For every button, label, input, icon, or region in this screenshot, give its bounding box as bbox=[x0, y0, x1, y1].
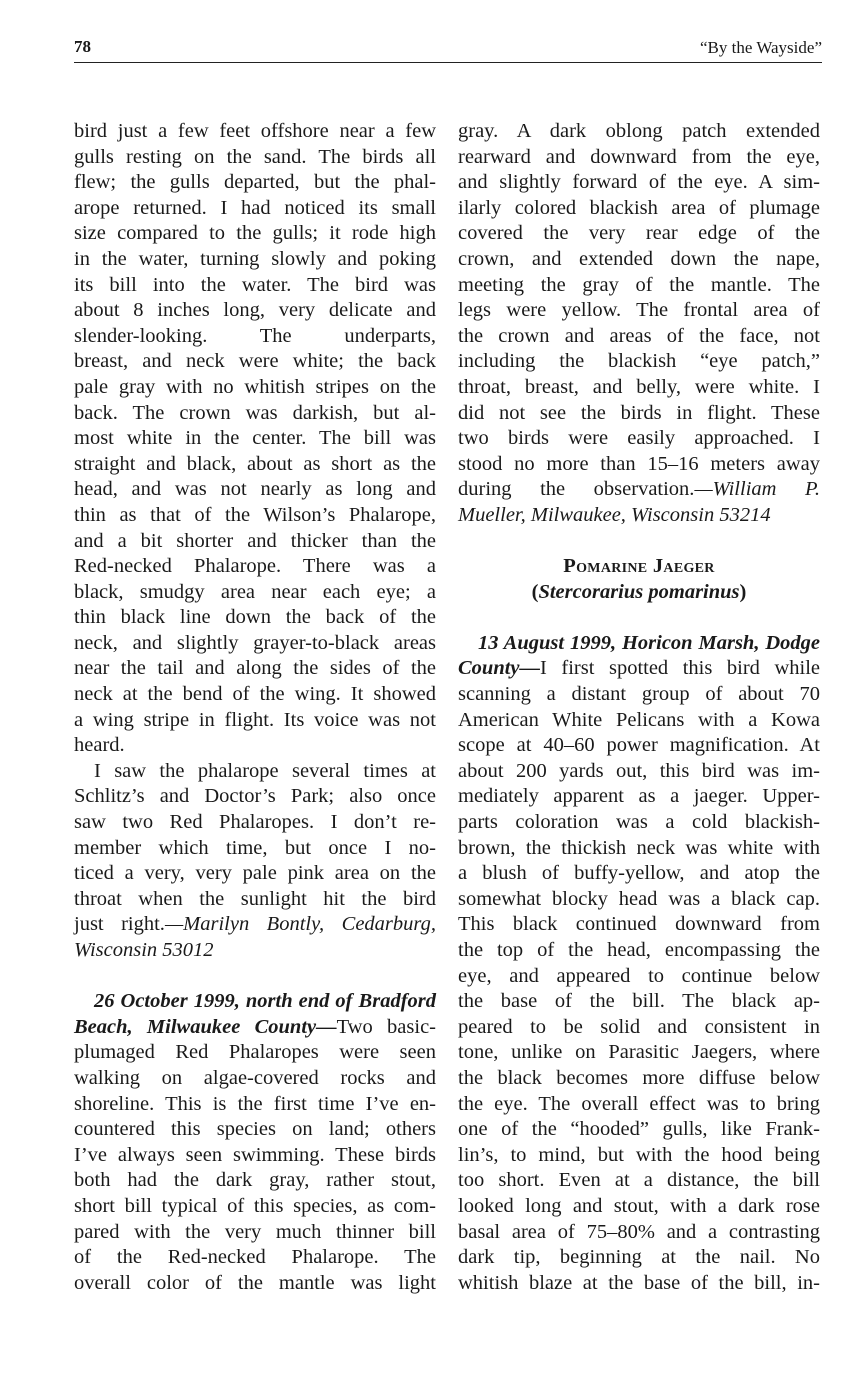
species-common-name: Pomarine Jaeger bbox=[563, 555, 715, 578]
text-line: heard. bbox=[74, 734, 125, 757]
text-line: pared with the very much thinner bill bbox=[74, 1220, 436, 1243]
text-line: throat when the sunlight hit the bird bbox=[74, 887, 436, 910]
text-line: whitish blaze at the base of the bill, in- bbox=[458, 1271, 820, 1294]
text-line: I’ve always seen swimming. These birds bbox=[74, 1143, 436, 1166]
text-line: parts coloration was a cold blackish- bbox=[458, 811, 820, 834]
species-heading bbox=[458, 554, 820, 580]
text-line: slender-looking. The underparts, bbox=[74, 324, 436, 347]
text-line bbox=[74, 989, 436, 1015]
text-line: breast, and neck were white; the back bbox=[74, 350, 436, 373]
text-fragment: I first spotted this bird while bbox=[540, 657, 820, 680]
right-column bbox=[458, 119, 820, 1296]
paragraph-phalarope-continued bbox=[458, 119, 820, 529]
text-line: shoreline. This is the first time I’ve en- bbox=[74, 1092, 436, 1115]
text-line: scope at 40–60 power magnification. At bbox=[458, 734, 820, 757]
paragraph-jaeger-observation bbox=[458, 631, 820, 1296]
text-line: tone, unlike on Parasitic Jaegers, where bbox=[458, 1041, 820, 1064]
text-line: a wing stripe in flight. Its voice was not bbox=[74, 708, 436, 731]
record-date-location: Beach, Milwaukee County— bbox=[74, 1015, 337, 1038]
text-line: ticed a very, very pale pink area on the bbox=[74, 862, 436, 885]
text-line: head, and was not nearly as long and bbox=[74, 478, 436, 501]
text-line: a blush of buffy-yellow, and atop the bbox=[458, 862, 820, 885]
text-line: about 200 yards out, this bird was im- bbox=[458, 759, 820, 782]
text-line: most white in the center. The bill was bbox=[74, 427, 436, 450]
text-line bbox=[74, 1015, 436, 1041]
text-line: dark tip, beginning at the nail. No bbox=[458, 1246, 820, 1269]
text-line: countered this species on land; others bbox=[74, 1118, 436, 1141]
text-line: crown, and extended down the nape, bbox=[458, 247, 820, 270]
text-line bbox=[458, 503, 820, 529]
text-line: thin black line down the back of the bbox=[74, 606, 436, 629]
text-line: stood no more than 15–16 meters away bbox=[458, 452, 820, 475]
text-line: eye, and appeared to continue below bbox=[458, 964, 820, 987]
species-latin-line: (Stercorarius pomarinus) bbox=[531, 580, 747, 603]
text-line bbox=[74, 938, 436, 964]
text-line: and slightly forward of the eye. A sim- bbox=[458, 171, 820, 194]
text-line: neck at the bend of the wing. It showed bbox=[74, 683, 436, 706]
text-line: basal area of 75–80% and a contrasting bbox=[458, 1220, 820, 1243]
text-fragment: Two basic- bbox=[336, 1015, 436, 1038]
running-header bbox=[74, 36, 822, 63]
text-fragment: during the observation. bbox=[458, 478, 695, 501]
text-line: pale gray with no whitish stripes on the bbox=[74, 375, 436, 398]
text-line: scanning a distant group of about 70 bbox=[458, 683, 820, 706]
text-line: flew; the gulls departed, but the phal- bbox=[74, 171, 436, 194]
paragraph-phalarope-observation bbox=[74, 119, 436, 759]
species-latin-name: Stercorarius pomarinus bbox=[538, 580, 740, 603]
text-line: walking on algae-covered rocks and bbox=[74, 1066, 436, 1089]
text-line: did not see the birds in flight. These bbox=[458, 401, 820, 424]
text-line: meeting the gray of the mantle. The bbox=[458, 273, 820, 296]
text-line bbox=[458, 656, 820, 682]
paragraph-spacer bbox=[458, 529, 820, 555]
text-line: member which time, but once I no- bbox=[74, 836, 436, 859]
text-line: both had the dark gray, rather stout, bbox=[74, 1169, 436, 1192]
text-line: gray. A dark oblong patch extended bbox=[458, 120, 820, 142]
text-line: saw two Red Phalaropes. I don’t re- bbox=[74, 811, 436, 834]
text-line: arope returned. I had noticed its small bbox=[74, 196, 436, 219]
left-column bbox=[74, 119, 436, 1296]
text-line: its bill into the water. The bird was bbox=[74, 273, 436, 296]
observer-attribution: —William P. bbox=[694, 478, 820, 501]
text-line bbox=[458, 477, 820, 503]
text-line bbox=[74, 912, 436, 938]
text-line: covered the very rear edge of the bbox=[458, 222, 820, 245]
text-line: the crown and areas of the face, not bbox=[458, 324, 820, 347]
text-line: too short. Even at a distance, the bill bbox=[458, 1169, 820, 1192]
text-line: This black continued downward from bbox=[458, 913, 820, 936]
text-line: I saw the phalarope several times at bbox=[94, 759, 436, 782]
text-line: lin’s, to mind, but with the hood being bbox=[458, 1143, 820, 1166]
record-date-location: 13 August 1999, Horicon Marsh, Dodge bbox=[478, 631, 820, 654]
text-line: neck, and slightly grayer-to-black areas bbox=[74, 631, 436, 654]
text-line: about 8 inches long, very delicate and bbox=[74, 299, 436, 322]
text-line: short bill typical of this species, as com- bbox=[74, 1194, 436, 1217]
text-line: mediately apparent as a jaeger. Upper- bbox=[458, 785, 820, 808]
text-fragment: just right. bbox=[74, 913, 165, 936]
text-line: of the Red-necked Phalarope. The bbox=[74, 1246, 436, 1269]
text-line: back. The crown was darkish, but al- bbox=[74, 401, 436, 424]
text-line: throat, breast, and belly, were white. I bbox=[458, 375, 820, 398]
text-line: one of the “hooded” gulls, like Frank- bbox=[458, 1118, 820, 1141]
text-line: looked long and stout, with a dark rose bbox=[458, 1194, 820, 1217]
text-line: overall color of the mantle was light bbox=[74, 1271, 436, 1294]
paragraph-phalarope-sightings bbox=[74, 759, 436, 964]
species-heading-block bbox=[458, 554, 820, 605]
text-line: including the blackish “eye patch,” bbox=[458, 350, 820, 373]
text-line: size compared to the gulls; it rode high bbox=[74, 222, 436, 245]
text-line: in the water, turning slowly and poking bbox=[74, 247, 436, 270]
text-line: the top of the head, encompassing the bbox=[458, 939, 820, 961]
text-line: near the tail and along the sides of the bbox=[74, 657, 436, 680]
record-date-location: County— bbox=[458, 657, 541, 680]
page-number: 78 bbox=[74, 37, 91, 56]
text-line: rearward and downward from the eye, bbox=[458, 145, 820, 168]
paragraph-spacer bbox=[74, 964, 436, 990]
text-line: plumaged Red Phalaropes were seen bbox=[74, 1041, 436, 1064]
text-line bbox=[458, 631, 820, 657]
paragraph-red-phalaropes bbox=[74, 989, 436, 1296]
text-line: peared to be solid and consistent in bbox=[458, 1015, 820, 1038]
text-line: the black becomes more diffuse below bbox=[458, 1066, 820, 1089]
text-line: two birds were easily approached. I bbox=[458, 427, 820, 450]
text-line: bird just a few feet offshore near a few bbox=[74, 120, 436, 142]
text-line: straight and black, about as short as the bbox=[74, 452, 436, 475]
text-line: somewhat blocky head was a black cap. bbox=[458, 887, 820, 910]
text-line: ilarly colored blackish area of plumage bbox=[458, 196, 820, 219]
text-line: and a bit shorter and thicker than the bbox=[74, 529, 436, 552]
observer-location: Mueller, Milwaukee, Wisconsin 53214 bbox=[458, 503, 771, 526]
text-line: Red-necked Phalarope. There was a bbox=[74, 555, 436, 578]
text-line: the base of the bill. The black ap- bbox=[458, 990, 820, 1013]
record-date-location: 26 October 1999, north end of Bradford bbox=[94, 990, 436, 1013]
text-line: gulls resting on the sand. The birds all bbox=[74, 145, 436, 168]
text-line: American White Pelicans with a Kowa bbox=[458, 708, 820, 731]
text-line: the eye. The overall effect was to bring bbox=[458, 1092, 820, 1115]
observer-location: Wisconsin 53012 bbox=[74, 939, 214, 961]
paragraph-spacer bbox=[458, 605, 820, 631]
text-line: legs were yellow. The frontal area of bbox=[458, 299, 820, 322]
text-line: thin as that of the Wilson’s Phalarope, bbox=[74, 503, 436, 526]
running-title: “By the Wayside” bbox=[699, 38, 822, 57]
observer-attribution: —Marilyn Bontly, Cedarburg, bbox=[164, 913, 436, 936]
text-line: black, smudgy area near each eye; a bbox=[74, 580, 436, 603]
text-line: Schlitz’s and Doctor’s Park; also once bbox=[74, 785, 436, 808]
text-line: brown, the thickish neck was white with bbox=[458, 836, 820, 859]
